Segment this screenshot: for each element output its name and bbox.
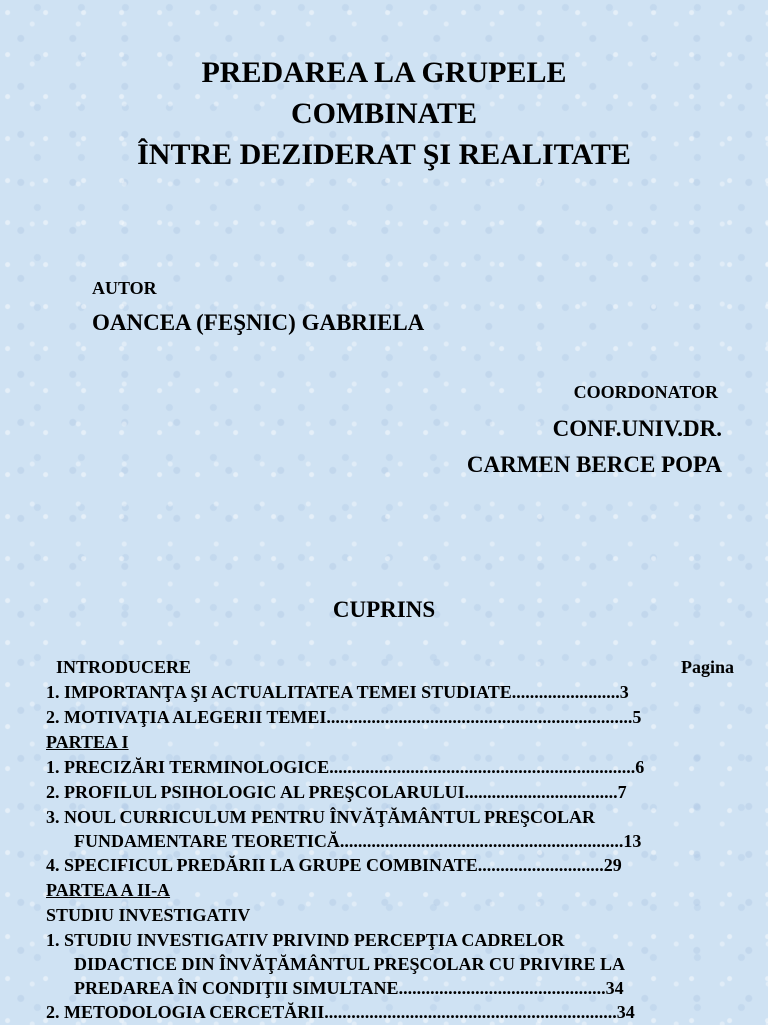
- toc-intro-label: INTRODUCERE: [56, 657, 192, 677]
- table-of-contents: [46, 655, 734, 1025]
- coordinator-label: COORDONATOR: [573, 382, 718, 402]
- document-title: [0, 52, 768, 175]
- title-line-1: PREDAREA LA GRUPELE: [201, 56, 567, 89]
- toc-header-row: [46, 655, 734, 680]
- toc-item-continuation: PREDAREA ÎN CONDIŢII SIMULTANE..............................................34: [74, 978, 624, 998]
- author-label: AUTOR: [92, 278, 157, 298]
- toc-item: 2. PROFILUL PSIHOLOGIC AL PREŞCOLARULUI..................................7: [46, 782, 627, 802]
- toc-page-label: Pagina: [680, 657, 734, 677]
- toc-item: 1. IMPORTANŢA ŞI ACTUALITATEA TEMEI STUDIATE........................3: [46, 682, 629, 702]
- toc-item: 1. STUDIU INVESTIGATIV PRIVIND PERCEPŢIA CADRELOR: [46, 930, 565, 950]
- coordinator-name: CARMEN BERCE POPA: [466, 452, 722, 477]
- toc-part-heading: PARTEA I: [46, 732, 129, 752]
- toc-item: 3. NOUL CURRICULUM PENTRU ÎNVĂŢĂMÂNTUL PREŞCOLAR: [46, 807, 596, 827]
- toc-heading: CUPRINS: [332, 597, 436, 622]
- author-name: OANCEA (FEŞNIC) GABRIELA: [92, 310, 425, 335]
- toc-item: 1. PRECIZĂRI TERMINOLOGICE....................................................................6: [46, 757, 645, 777]
- toc-part-heading: PARTEA A II-A: [46, 880, 171, 900]
- toc-section-heading: STUDIU INVESTIGATIV: [46, 905, 251, 925]
- toc-item: 4. SPECIFICUL PREDĂRII LA GRUPE COMBINATE............................29: [46, 855, 622, 875]
- toc-item-continuation: FUNDAMENTARE TEORETICĂ...............................................................13: [74, 831, 642, 851]
- title-line-3: ÎNTRE DEZIDERAT ŞI REALITATE: [137, 138, 631, 171]
- title-line-2: COMBINATE: [290, 97, 478, 130]
- coordinator-title: CONF.UNIV.DR.: [552, 416, 722, 441]
- toc-item: 2. MOTIVAŢIA ALEGERII TEMEI....................................................................5: [46, 707, 642, 727]
- toc-item-continuation: DIDACTICE DIN ÎNVĂŢĂMÂNTUL PREŞCOLAR CU PRIVIRE LA: [74, 954, 626, 974]
- toc-item: 2. METODOLOGIA CERCETĂRII.................................................................34: [46, 1002, 635, 1022]
